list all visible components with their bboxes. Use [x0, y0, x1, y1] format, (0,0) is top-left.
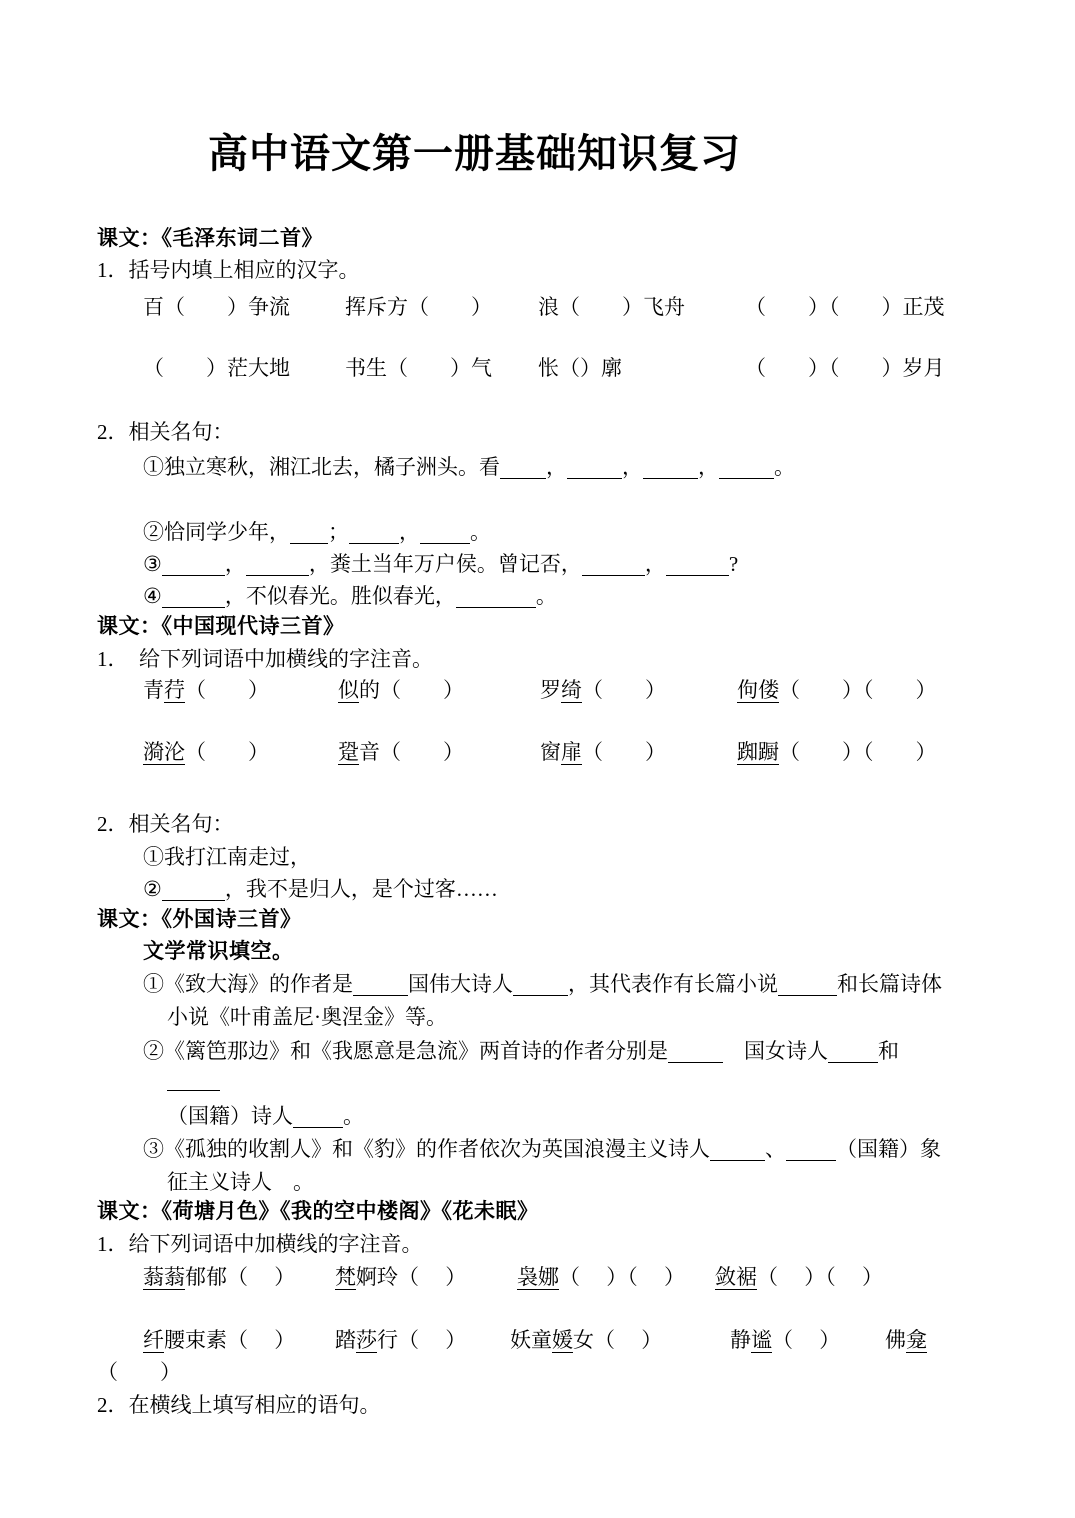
cloze-line-3: [143, 1134, 941, 1164]
pinyin-word-item: [540, 737, 666, 767]
underlined-char: 绮: [561, 678, 582, 702]
question-2-quotes: 2．相关名句：: [97, 812, 234, 836]
text-run: （ ）: [582, 740, 666, 764]
underlined-char: 荇: [164, 678, 185, 702]
underlined-char: 谧: [751, 1328, 772, 1352]
pinyin-word-item: [335, 1262, 466, 1292]
answer-blank: [353, 989, 408, 996]
text-run: ；: [328, 520, 349, 544]
lesson-heading-hetang: 课文：《荷塘月色》《我的空中楼阁》《花未眠》: [97, 1200, 539, 1223]
text-run: ，: [224, 552, 246, 576]
hanzi-item: 书生（ ）气: [345, 356, 492, 380]
text-run: 静: [730, 1328, 751, 1352]
text-run: 国女诗人: [723, 1039, 828, 1063]
underlined-char: 纤: [143, 1328, 164, 1352]
underlined-char: 佝偻: [737, 678, 779, 702]
cloze-line-1: [143, 969, 942, 999]
text-run: 。: [343, 1104, 364, 1128]
cloze-line-3-cont: 征主义诗人 。: [167, 1170, 314, 1194]
answer-blank: [349, 537, 399, 544]
answer-blank: [710, 1154, 765, 1161]
answer-blank: [420, 537, 470, 544]
hanzi-item: （ ）茫大地: [143, 356, 290, 380]
underlined-char: 踟蹰: [737, 740, 779, 764]
lesson-heading-foreign-poems: 课文：《外国诗三首》: [97, 908, 302, 931]
text-run: 、: [765, 1137, 786, 1161]
question-2-quotes: 2．相关名句：: [97, 420, 234, 444]
underlined-char: 媛: [552, 1328, 573, 1352]
lesson-heading-mao: 课文：《毛泽东词二首》: [97, 227, 323, 250]
hanzi-item: 百（ ）争流: [143, 295, 290, 319]
text-run: ，: [546, 455, 567, 479]
pinyin-word-item: [510, 1325, 662, 1355]
underlined-char: 梵: [335, 1265, 356, 1289]
text-run: 和: [878, 1039, 899, 1063]
answer-blank: [246, 569, 309, 576]
text-run: （ ）: [594, 1328, 663, 1352]
text-run: ，: [399, 520, 420, 544]
text-run: （国籍）象: [836, 1137, 941, 1161]
cloze-line-3: [143, 549, 738, 579]
text-run: ，不似春光。胜似春光，: [224, 584, 456, 608]
cloze-line-1: [143, 452, 795, 482]
text-run: 佛: [885, 1328, 906, 1352]
text-run: （ ）: [398, 1265, 467, 1289]
text-run: （ ）: [398, 1328, 467, 1352]
answer-blank: [786, 1154, 836, 1161]
text-run: （国籍）诗人: [167, 1104, 293, 1128]
text-run: （ ）（ ）: [779, 740, 937, 764]
quote-line-1: ①我打江南走过，: [143, 845, 311, 869]
text-run: 。: [774, 455, 795, 479]
answer-blank: [162, 569, 225, 576]
text-run: ③《孤独的收割人》和《豹》的作者依次为英国浪漫主义诗人: [143, 1137, 710, 1161]
text-run: ①《致大海》的作者是: [143, 972, 353, 996]
text-run: ②《篱笆那边》和《我愿意是急流》两首诗的作者分别是: [143, 1039, 668, 1063]
pinyin-word-item: [885, 1325, 927, 1355]
underlined-char: 敛裾: [715, 1265, 757, 1289]
text-run: 郁郁: [185, 1265, 227, 1289]
question-1-pinyin: 1． 给下列词语中加横线的字注音。: [97, 647, 433, 671]
cloze-line-1-cont: 小说《叶甫盖尼·奥涅金》等。: [167, 1005, 447, 1029]
answer-blank: [668, 1056, 723, 1063]
underlined-char: 扉: [561, 740, 582, 764]
pinyin-word-item: [715, 1262, 883, 1292]
text-run: （ ）: [227, 1328, 296, 1352]
underlined-char: 似: [338, 678, 359, 702]
text-run: 青: [143, 678, 164, 702]
answer-blank: [162, 601, 225, 608]
underlined-char: 蓊蓊: [143, 1265, 185, 1289]
text-run: ②: [143, 877, 162, 901]
answer-blank: [162, 894, 225, 901]
text-run: 婀玲: [356, 1265, 398, 1289]
pinyin-word-item: [730, 1325, 840, 1355]
text-run: 和长篇诗体: [837, 972, 942, 996]
answer-blank: [719, 472, 774, 479]
text-run: （ ）: [582, 678, 666, 702]
pinyin-word-item: [143, 1262, 295, 1292]
answer-blank: [513, 989, 568, 996]
text-run: （ ）: [380, 678, 464, 702]
pinyin-word-item: [338, 675, 464, 705]
underlined-char: 龛: [906, 1328, 927, 1352]
text-run: （ ）: [380, 740, 464, 764]
text-run: 窗: [540, 740, 561, 764]
cloze-line-2-blank: [167, 1064, 220, 1094]
pinyin-word-item: [737, 737, 937, 767]
underlined-char: 跫: [338, 740, 359, 764]
text-run: ①独立寒秋，湘江北去，橘子洲头。看: [143, 455, 500, 479]
answer-blank: [582, 569, 645, 576]
question-1-hanzi: 1．括号内填上相应的汉字。: [97, 258, 360, 282]
text-run: ，: [622, 455, 643, 479]
hanzi-item: （ ）（ ）岁月: [745, 356, 945, 380]
lesson-heading-modern-poems: 课文：《中国现代诗三首》: [97, 615, 345, 638]
text-run: ，: [698, 455, 719, 479]
text-run: 行: [377, 1328, 398, 1352]
text-run: （ ）: [185, 740, 269, 764]
text-run: 的: [359, 678, 380, 702]
answer-blank: [567, 472, 622, 479]
text-run: ?: [728, 552, 739, 576]
answer-blank: [778, 989, 837, 996]
text-run: 女: [573, 1328, 594, 1352]
text-run: 罗: [540, 678, 561, 702]
text-run: ，粪土当年万户侯。曾记否，: [308, 552, 582, 576]
pinyin-word-item: [335, 1325, 466, 1355]
text-run: （ ）: [772, 1328, 841, 1352]
answer-blank: [643, 472, 698, 479]
cloze-line-2: [143, 1036, 899, 1066]
cloze-line-2: [143, 874, 498, 904]
text-run: （ ）（ ）: [559, 1265, 685, 1289]
wrapped-paren-item: （ ）: [97, 1360, 181, 1384]
text-run: ④: [143, 584, 162, 608]
question-2-fill: 2．在横线上填写相应的语句。: [97, 1393, 381, 1417]
answer-blank: [293, 1121, 343, 1128]
text-run: ③: [143, 552, 162, 576]
text-run: 音: [359, 740, 380, 764]
pinyin-word-item: [737, 675, 937, 705]
text-run: ，我不是归人，是个过客……: [224, 877, 498, 901]
answer-blank: [167, 1084, 220, 1091]
text-run: 国伟大诗人: [408, 972, 513, 996]
text-run: 。: [470, 520, 491, 544]
text-run: （ ）（ ）: [757, 1265, 883, 1289]
pinyin-word-item: [517, 1262, 685, 1292]
pinyin-word-item: [540, 675, 666, 705]
underlined-char: 袅娜: [517, 1265, 559, 1289]
text-run: 腰束素: [164, 1328, 227, 1352]
question-1-pinyin: 1．给下列词语中加横线的字注音。: [97, 1232, 423, 1256]
pinyin-word-item: [143, 675, 269, 705]
text-run: ②恰同学少年，: [143, 520, 290, 544]
subheading-literature-facts: 文学常识填空。: [143, 940, 294, 963]
text-run: 踏: [335, 1328, 356, 1352]
answer-blank: [456, 601, 536, 608]
text-run: （ ）: [185, 678, 269, 702]
hanzi-item: 浪（ ）飞舟: [538, 295, 685, 319]
hanzi-item: 挥斥方（ ）: [345, 295, 492, 319]
pinyin-word-item: [143, 737, 269, 767]
pinyin-word-item: [338, 737, 464, 767]
underlined-char: 莎: [356, 1328, 377, 1352]
text-run: （ ）: [227, 1265, 296, 1289]
document-title: 高中语文第一册基础知识复习: [208, 131, 741, 176]
answer-blank: [500, 472, 546, 479]
text-run: ，: [644, 552, 666, 576]
cloze-line-2-cont: [167, 1101, 364, 1131]
underlined-char: 漪沦: [143, 740, 185, 764]
text-run: 妖童: [510, 1328, 552, 1352]
text-run: ，其代表作有长篇小说: [568, 972, 778, 996]
hanzi-item: 怅（）廓: [538, 356, 622, 380]
answer-blank: [666, 569, 729, 576]
pinyin-word-item: [143, 1325, 295, 1355]
text-run: （ ）（ ）: [779, 678, 937, 702]
answer-blank: [828, 1056, 878, 1063]
hanzi-item: （ ）（ ）正茂: [745, 295, 945, 319]
text-run: 。: [535, 584, 557, 608]
cloze-line-2: [143, 517, 491, 547]
cloze-line-4: [143, 581, 557, 611]
answer-blank: [290, 537, 328, 544]
